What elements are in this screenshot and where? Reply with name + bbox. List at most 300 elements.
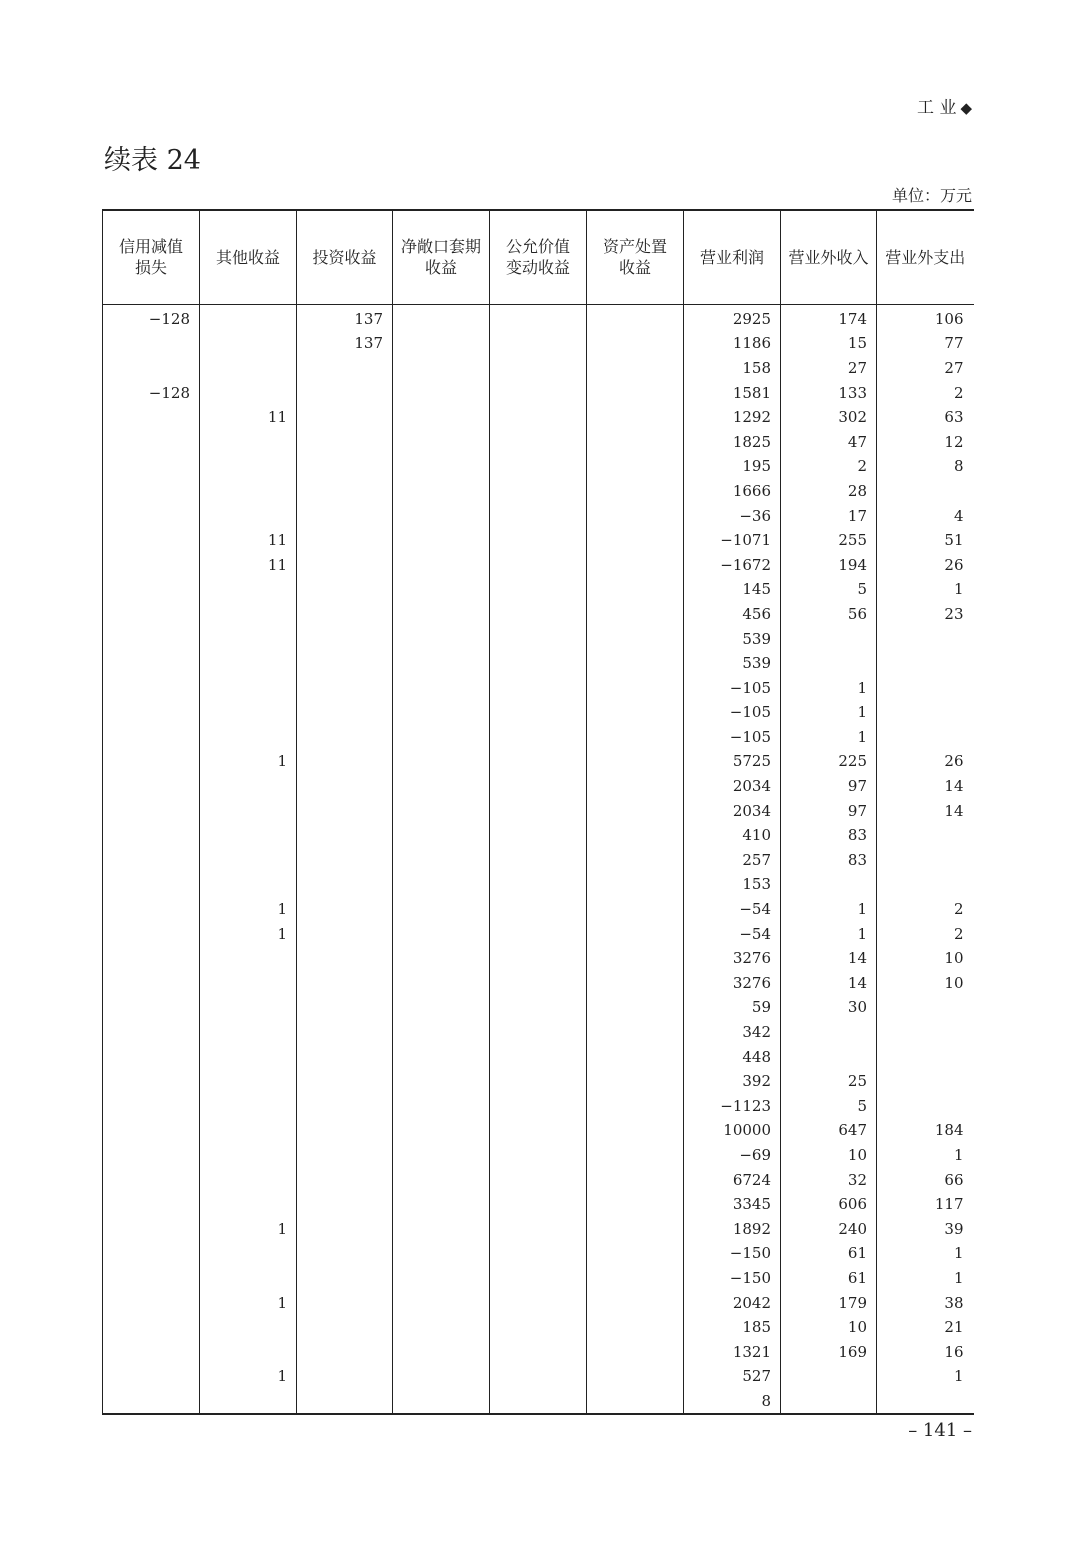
table-cell: 1 — [200, 1290, 297, 1315]
table-cell — [297, 1290, 393, 1315]
table-cell — [200, 454, 297, 479]
table-cell — [103, 429, 200, 454]
table-cell: −150 — [684, 1266, 781, 1291]
table-cell: 302 — [781, 405, 877, 430]
table-cell: −150 — [684, 1241, 781, 1266]
table-cell: 38 — [944, 1293, 964, 1312]
table-cell: 133 — [781, 380, 877, 405]
table-cell — [200, 700, 297, 725]
table-cell — [297, 1118, 393, 1143]
table-cell — [103, 626, 200, 651]
table-cell — [490, 774, 587, 799]
table-cell — [103, 921, 200, 946]
table-cell — [490, 1216, 587, 1241]
table-row — [103, 823, 974, 848]
table-cell: 1 — [781, 675, 877, 700]
table-cell — [490, 700, 587, 725]
column-header-line: 营业利润 — [699, 247, 764, 267]
table-cell — [103, 577, 200, 602]
table-cell — [297, 749, 393, 774]
table-cell: 240 — [781, 1216, 877, 1241]
table-cell — [200, 971, 297, 996]
table-cell — [200, 848, 297, 873]
table-cell — [393, 1192, 490, 1217]
table-cell: 14 — [781, 971, 877, 996]
table-cell — [490, 1364, 587, 1389]
table-cell: 1581 — [684, 380, 781, 405]
table-cell: 10000 — [684, 1118, 781, 1143]
table-cell: 10 — [944, 949, 964, 968]
table-cell — [587, 921, 684, 946]
column-header-line: 营业外支出 — [885, 247, 966, 267]
table-cell — [587, 1339, 684, 1364]
table-cell: 77 — [944, 334, 964, 353]
table-cell — [103, 1266, 200, 1291]
table-cell: 1 — [781, 725, 877, 750]
table-cell — [393, 1118, 490, 1143]
table-cell: 1321 — [684, 1339, 781, 1364]
table-cell: 47 — [781, 429, 877, 454]
table-cell — [490, 1118, 587, 1143]
table-cell: 14 — [944, 801, 964, 820]
table-cell — [587, 331, 684, 356]
column-header — [684, 210, 781, 304]
table-cell — [103, 971, 200, 996]
column-header-line: 其他收益 — [215, 247, 280, 267]
table-cell: 11 — [200, 552, 297, 577]
table-cell — [877, 626, 974, 651]
table-cell: 5 — [781, 1094, 877, 1119]
table-cell — [490, 749, 587, 774]
table-cell — [297, 503, 393, 528]
table-cell — [103, 1167, 200, 1192]
table-cell: −105 — [684, 675, 781, 700]
table-cell: 1186 — [684, 331, 781, 356]
table-cell: 14 — [781, 946, 877, 971]
table-cell: 1292 — [684, 405, 781, 430]
table-cell — [103, 1216, 200, 1241]
table-cell — [877, 651, 974, 676]
table-cell — [393, 626, 490, 651]
table-cell — [393, 651, 490, 676]
table-row — [103, 429, 974, 454]
table-cell — [781, 1389, 877, 1415]
table-row — [103, 1167, 974, 1192]
table-cell — [103, 454, 200, 479]
table-cell — [587, 1241, 684, 1266]
column-header — [297, 210, 393, 304]
table-cell — [393, 823, 490, 848]
table-cell — [297, 774, 393, 799]
table-cell — [200, 1389, 297, 1415]
table-cell: 2034 — [684, 774, 781, 799]
table-row — [103, 651, 974, 676]
table-cell — [297, 848, 393, 873]
column-header-line: 收益 — [618, 258, 651, 278]
table-cell — [297, 651, 393, 676]
table-row — [103, 798, 974, 823]
table-cell — [587, 602, 684, 627]
table-row — [103, 700, 974, 725]
table-cell — [103, 1364, 200, 1389]
column-header — [587, 210, 684, 304]
table-cell: 1666 — [684, 479, 781, 504]
table-cell — [297, 725, 393, 750]
table-cell — [103, 798, 200, 823]
table-cell — [297, 1315, 393, 1340]
table-cell — [490, 725, 587, 750]
table-row — [103, 552, 974, 577]
column-header-line: 公允价值 — [505, 237, 570, 257]
table-cell — [200, 479, 297, 504]
table-cell — [297, 1069, 393, 1094]
column-header — [490, 210, 587, 304]
table-cell: 15 — [781, 331, 877, 356]
table-row — [103, 872, 974, 897]
table-cell: 1825 — [684, 429, 781, 454]
table-cell: 106 — [934, 309, 964, 328]
table-cell — [393, 454, 490, 479]
table-cell — [490, 946, 587, 971]
table-cell: 5725 — [684, 749, 781, 774]
table-cell — [103, 1192, 200, 1217]
table-cell — [587, 503, 684, 528]
table-cell — [587, 454, 684, 479]
table-cell — [490, 1266, 587, 1291]
table-cell — [490, 405, 587, 430]
column-header — [393, 210, 490, 304]
table-cell — [393, 848, 490, 873]
table-row — [103, 1044, 974, 1069]
table-cell: 11 — [200, 405, 297, 430]
table-row — [103, 380, 974, 405]
table-cell — [393, 1241, 490, 1266]
running-head — [917, 93, 972, 118]
table-cell — [587, 429, 684, 454]
table-cell: 195 — [684, 454, 781, 479]
table-cell — [490, 848, 587, 873]
table-cell — [490, 1094, 587, 1119]
table-cell — [490, 602, 587, 627]
table-cell — [200, 798, 297, 823]
table-cell — [490, 356, 587, 381]
header-row — [103, 210, 974, 304]
table-cell — [200, 429, 297, 454]
table-cell — [393, 921, 490, 946]
table-cell — [103, 897, 200, 922]
table-cell: 6724 — [684, 1167, 781, 1192]
table-cell — [297, 921, 393, 946]
table-cell: 410 — [684, 823, 781, 848]
table-cell — [587, 971, 684, 996]
table-row — [103, 1339, 974, 1364]
table-cell: 3345 — [684, 1192, 781, 1217]
table-cell — [103, 1339, 200, 1364]
table-cell — [297, 946, 393, 971]
table-cell — [103, 774, 200, 799]
table-cell — [297, 1044, 393, 1069]
table-cell — [200, 577, 297, 602]
table-cell: 1 — [953, 1244, 964, 1263]
table-cell — [490, 454, 587, 479]
table-cell — [200, 1192, 297, 1217]
table-cell — [393, 995, 490, 1020]
table-cell — [877, 823, 974, 848]
table-cell — [587, 897, 684, 922]
table-cell — [490, 1192, 587, 1217]
table-cell — [200, 1118, 297, 1143]
table-cell — [490, 1315, 587, 1340]
table-cell — [393, 304, 490, 331]
table-cell — [587, 675, 684, 700]
table-cell: −36 — [684, 503, 781, 528]
table-cell — [490, 1290, 587, 1315]
table-cell: 28 — [781, 479, 877, 504]
table-cell: 5 — [781, 577, 877, 602]
table-cell — [103, 1389, 200, 1415]
table-cell — [297, 1241, 393, 1266]
table-cell — [490, 380, 587, 405]
table-cell — [393, 380, 490, 405]
table-cell — [103, 872, 200, 897]
table-cell: 158 — [684, 356, 781, 381]
table-cell — [587, 1020, 684, 1045]
table-cell — [103, 602, 200, 627]
table-cell — [877, 995, 974, 1020]
table-row — [103, 921, 974, 946]
table-cell — [103, 331, 200, 356]
table-cell — [877, 848, 974, 873]
table-cell: −54 — [684, 921, 781, 946]
table-cell — [297, 1167, 393, 1192]
table-cell — [393, 528, 490, 553]
table-cell: 2 — [953, 924, 964, 943]
table-cell — [490, 823, 587, 848]
table-cell — [200, 872, 297, 897]
table-cell — [490, 479, 587, 504]
table-row — [103, 626, 974, 651]
table-cell — [490, 1241, 587, 1266]
table-cell — [393, 897, 490, 922]
table-cell: 2034 — [684, 798, 781, 823]
table-cell — [393, 749, 490, 774]
table-cell: 12 — [944, 432, 964, 451]
table-cell: 1 — [200, 897, 297, 922]
table-row — [103, 1241, 974, 1266]
table-cell — [393, 1290, 490, 1315]
table-cell — [200, 1339, 297, 1364]
table-row — [103, 897, 974, 922]
table-cell — [587, 774, 684, 799]
table-cell: 66 — [944, 1170, 964, 1189]
table-cell: 26 — [944, 752, 964, 771]
table-cell — [103, 651, 200, 676]
table-cell — [587, 1094, 684, 1119]
table-body — [103, 304, 974, 1414]
table-cell: 255 — [781, 528, 877, 553]
diamond-icon: ◆ — [960, 99, 972, 117]
data-table — [102, 209, 974, 1415]
table-cell — [393, 971, 490, 996]
table-cell: 184 — [934, 1121, 964, 1140]
table-cell: −69 — [684, 1143, 781, 1168]
table-cell: 56 — [781, 602, 877, 627]
table-cell: 16 — [944, 1342, 964, 1361]
table-cell: −105 — [684, 700, 781, 725]
column-header-line: 收益 — [424, 258, 457, 278]
table-row — [103, 971, 974, 996]
table-cell — [393, 602, 490, 627]
table-cell — [877, 700, 974, 725]
table-cell — [103, 848, 200, 873]
table-cell — [103, 1315, 200, 1340]
table-cell: 61 — [781, 1241, 877, 1266]
table-cell: 39 — [944, 1219, 964, 1238]
table-cell — [393, 1143, 490, 1168]
table-cell — [200, 1241, 297, 1266]
table-row — [103, 848, 974, 873]
table-cell: −128 — [103, 304, 200, 331]
table-cell — [297, 675, 393, 700]
table-cell: −1071 — [684, 528, 781, 553]
table-cell — [200, 304, 297, 331]
table-row — [103, 1094, 974, 1119]
table-cell — [490, 1044, 587, 1069]
table-cell: 2042 — [684, 1290, 781, 1315]
table-cell — [103, 1020, 200, 1045]
table-row — [103, 1020, 974, 1045]
table-cell — [393, 479, 490, 504]
table-cell — [103, 1069, 200, 1094]
table-cell — [297, 356, 393, 381]
table-cell — [393, 503, 490, 528]
table-cell — [490, 503, 587, 528]
table-cell — [393, 552, 490, 577]
table-row — [103, 995, 974, 1020]
column-header-line: 资产处置 — [602, 237, 667, 257]
table-cell — [490, 675, 587, 700]
table-cell — [103, 1094, 200, 1119]
table-cell — [103, 1143, 200, 1168]
table-cell — [877, 872, 974, 897]
table-cell — [490, 995, 587, 1020]
table-row — [103, 1290, 974, 1315]
table-cell — [393, 725, 490, 750]
column-header-line: 信用减值 — [118, 237, 183, 257]
table-cell: 3276 — [684, 946, 781, 971]
table-row — [103, 1143, 974, 1168]
table-cell: 117 — [934, 1195, 964, 1214]
table-cell — [781, 651, 877, 676]
table-cell — [200, 1044, 297, 1069]
table-cell: 179 — [781, 1290, 877, 1315]
column-header-line: 损失 — [134, 258, 167, 278]
table-cell: 97 — [781, 774, 877, 799]
table-cell — [587, 651, 684, 676]
table-row — [103, 1118, 974, 1143]
table-row — [103, 1364, 974, 1389]
table-cell: 448 — [684, 1044, 781, 1069]
table-cell: 1 — [953, 1367, 964, 1386]
table-cell — [877, 1069, 974, 1094]
table-cell: 97 — [781, 798, 877, 823]
table-cell: 647 — [781, 1118, 877, 1143]
table-row — [103, 356, 974, 381]
table-row — [103, 1069, 974, 1094]
table-cell — [877, 725, 974, 750]
table-cell: 83 — [781, 823, 877, 848]
table-cell — [103, 528, 200, 553]
table-cell — [587, 577, 684, 602]
table-cell — [877, 1044, 974, 1069]
table-row — [103, 774, 974, 799]
table-cell: 51 — [944, 531, 964, 550]
table-cell — [393, 405, 490, 430]
table-cell — [297, 897, 393, 922]
table-cell: 14 — [944, 777, 964, 796]
table-cell: −105 — [684, 725, 781, 750]
column-header — [200, 210, 297, 304]
table-cell: 10 — [781, 1315, 877, 1340]
table-title: 续表 24 — [104, 145, 201, 176]
table-row — [103, 577, 974, 602]
table-cell: 1892 — [684, 1216, 781, 1241]
table-cell — [490, 1389, 587, 1415]
table-cell — [297, 1094, 393, 1119]
table-row — [103, 946, 974, 971]
table-cell — [297, 1266, 393, 1291]
table-cell — [490, 1339, 587, 1364]
column-header — [877, 210, 974, 304]
table-cell — [490, 921, 587, 946]
table-row — [103, 454, 974, 479]
table-cell — [297, 700, 393, 725]
table-cell — [103, 356, 200, 381]
table-cell — [200, 380, 297, 405]
table-cell — [103, 479, 200, 504]
table-cell — [490, 577, 587, 602]
table-cell: 83 — [781, 848, 877, 873]
table-row — [103, 528, 974, 553]
table-cell — [877, 1389, 974, 1415]
table-cell — [103, 700, 200, 725]
table-cell — [103, 503, 200, 528]
table-cell — [393, 1216, 490, 1241]
table-cell — [297, 823, 393, 848]
table-row — [103, 1216, 974, 1241]
table-cell — [297, 528, 393, 553]
table-cell — [393, 429, 490, 454]
table-cell — [297, 577, 393, 602]
table-cell — [200, 602, 297, 627]
table-row — [103, 331, 974, 356]
table-cell — [393, 774, 490, 799]
table-cell — [587, 848, 684, 873]
table-cell — [393, 577, 490, 602]
table-cell — [393, 946, 490, 971]
table-cell — [587, 304, 684, 331]
table-row — [103, 1192, 974, 1217]
table-cell — [490, 1069, 587, 1094]
table-cell: 10 — [781, 1143, 877, 1168]
column-header-line: 投资收益 — [312, 247, 377, 267]
table-cell — [490, 304, 587, 331]
table-cell: 1 — [953, 1268, 964, 1287]
table-cell — [103, 995, 200, 1020]
table-cell — [393, 1167, 490, 1192]
table-cell — [587, 700, 684, 725]
table-cell: 185 — [684, 1315, 781, 1340]
